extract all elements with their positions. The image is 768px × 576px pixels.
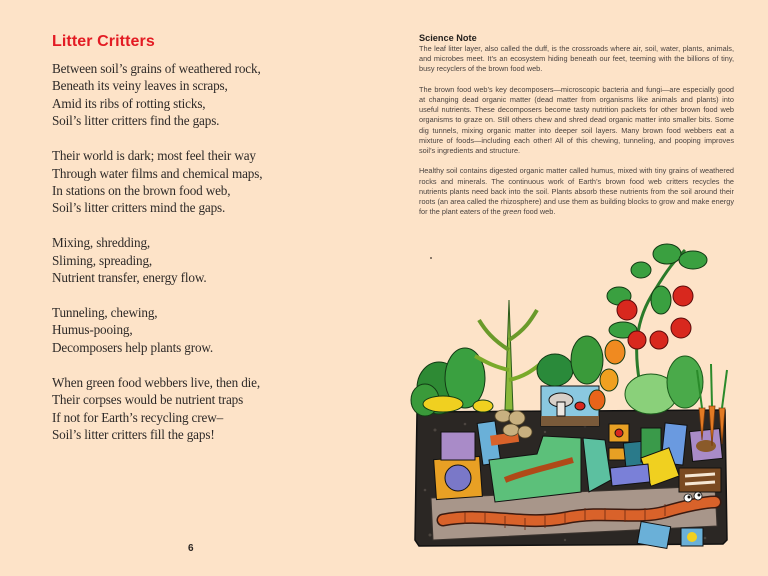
poem-line: Through water films and chemical maps,	[52, 165, 263, 181]
poem-line: In stations on the brown food web,	[52, 182, 231, 198]
poem-stanza	[52, 60, 352, 130]
poem-line: If not for Earth’s recycling crew–	[52, 409, 224, 425]
poem-line: Tunneling, chewing,	[52, 304, 158, 320]
poem-title: Litter Critters	[52, 33, 155, 50]
poem-line: Mixing, shredding,	[52, 235, 151, 251]
poem-line: Their world is dark; most feel their way	[52, 148, 256, 164]
poem-line: Nutrient transfer, energy flow.	[52, 270, 207, 286]
poem-line: Sliming, spreading,	[52, 252, 153, 268]
page-number: 6	[188, 543, 194, 554]
poem-line: Soil’s litter critters fill the gaps!	[52, 426, 215, 442]
poem-line: Decomposers help plants grow.	[52, 339, 214, 355]
science-note-paragraph: The leaf litter layer, also called the duff, is the crossroads where air, soil, water, plants, animals, and microbes meet. It’s an ecosystem hiding beneath our feet, teeming with the billions of tiny, busy recyclers of the brown food web.	[419, 44, 734, 74]
poem-line: Humus-pooing,	[52, 322, 133, 338]
poem-line: When green food webbers live, then die,	[52, 374, 261, 390]
poem	[52, 60, 352, 461]
poem-stanza	[52, 304, 352, 356]
poem-line: Their corpses would be nutrient traps	[52, 392, 244, 408]
poem-line: Beneath its veiny leaves in scraps,	[52, 78, 228, 94]
science-note-title: Science Note	[419, 33, 477, 43]
right-page	[384, 0, 768, 576]
science-note-body	[419, 44, 734, 228]
poem-line: Soil’s litter critters mind the gaps.	[52, 200, 226, 216]
poem-stanza	[52, 374, 352, 444]
poem-stanza	[52, 234, 352, 286]
garden-soil-illustration	[405, 240, 745, 552]
poem-line: Soil’s litter critters find the gaps.	[52, 113, 220, 129]
poem-stanza	[52, 147, 352, 217]
science-note-paragraph: The brown food web’s key decomposers—microscopic bacteria and fungi—are especially good at changing dead organic matter (dead matter from organisms like animals and plants) into useful nutrients. These decomposers become tasty nutrition packets for other brown food web organisms to graze on. Still others chew and shred dead organic matter into smaller bits. Some dig tunnels, mixing organic matter into deeper soil layers. Many brown food webbers eat a mixture of foods—including each other! All of this chewing, tunneling, and pooping improves soil’s ingredients and structure.	[419, 84, 734, 156]
poem-line: Between soil’s grains of weathered rock,	[52, 61, 261, 76]
science-note-paragraph: Healthy soil contains digested organic matter called humus, mixed with tiny grains of weathered rocks and minerals. The continuous work of Earth’s brown food web critters recycles the nutrients plants need back into the soil. Plants absorb these nutrients from the soil around their roots (an area called the rhizosphere) and use them as building blocks to grow and make energy for the plant eaters of the green food web.	[419, 166, 734, 217]
poem-line: Amid its ribs of rotting sticks,	[52, 95, 206, 111]
